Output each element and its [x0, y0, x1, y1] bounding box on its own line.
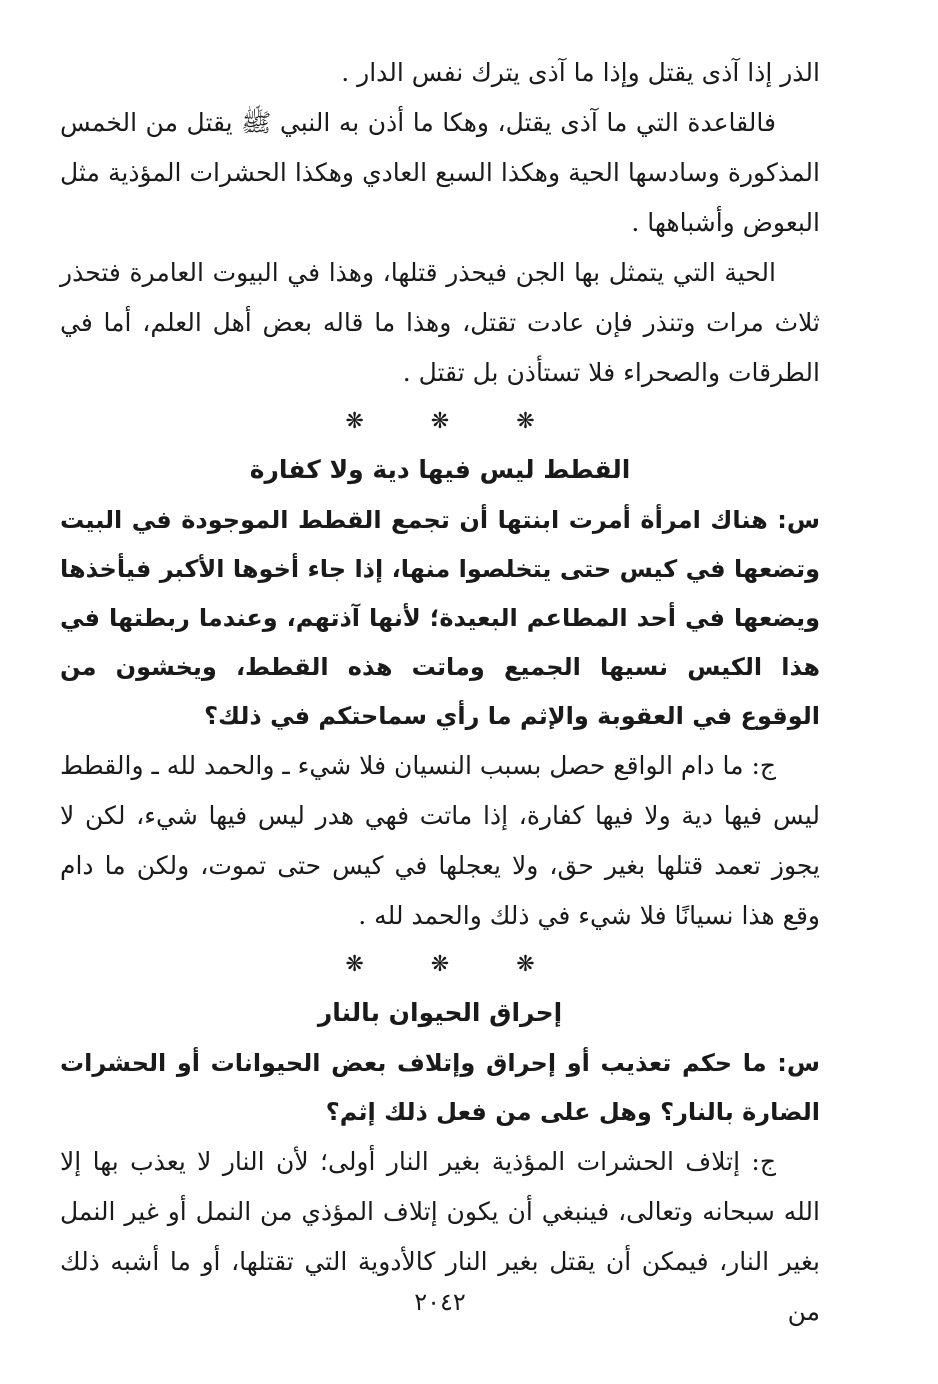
section-1-title: القطط ليس فيها دية ولا كفارة: [249, 455, 631, 484]
section-separator-2: ❋ ❋ ❋: [345, 952, 535, 977]
section-2-question: س: ما حكم تعذيب أو إحراق وإتلاف بعض الحيوانات أو الحشرات الضارة بالنار؟ وهل على من فعل ذلك إثم؟: [60, 1049, 820, 1126]
section-2-answer: ج: إتلاف الحشرات المؤذية بغير النار أولى؛ لأن النار لا يعذب بها إلا الله سبحانه وتعالى، فينبغي أن يكون إتلاف المؤذي من النمل أو غير النمل بغير النار، فيمكن أن يقتل بغير النار كالأدوية التي تقتلها، أو ما أشبه ذلك من: [60, 1147, 820, 1326]
section-2-title: إحراق الحيوان بالنار: [317, 998, 563, 1027]
paragraph-1: الذر إذا آذى يقتل وإذا ما آذى يترك نفس الدار .: [341, 58, 820, 87]
section-1-answer: ج: ما دام الواقع حصل بسبب النسيان فلا شيء ـ والحمد لله ـ والقطط ليس فيها دية ولا فيها كفارة، إذا ماتت فهي هدر ليس فيها شيء، لكن لا يجوز تعمد قتلها بغير حق، ولا يعجلها في كيس حتى تموت، ولكن ما دام وقع هذا نسيانًا فلا شيء في ذلك والحمد لله .: [60, 751, 820, 930]
section-separator-1: ❋ ❋ ❋: [345, 409, 535, 434]
page-number: ٢٠٤٢: [414, 1288, 466, 1316]
paragraph-2: فالقاعدة التي ما آذى يقتل، وهكا ما أذن به النبي ﷺ يقتل من الخمس المذكورة وسادسها الحية وهكذا السبع العادي وهكذا الحشرات المؤذية مثل البعوض وأشباهها .: [60, 108, 820, 237]
paragraph-3: الحية التي يتمثل بها الجن فيحذر قتلها، وهذا في البيوت العامرة فتحذر ثلاث مرات وتنذر فإن عادت تقتل، وهذا ما قاله بعض أهل العلم، أما في الطرقات والصحراء فلا تستأذن بل تقتل .: [60, 258, 820, 387]
page-body: [60, 48, 820, 1337]
section-1-question: س: هناك امرأة أمرت ابنتها أن تجمع القطط الموجودة في البيت وتضعها في كيس حتى يتخلصوا منها، إذا جاء أخوها الأكبر فيأخذها ويضعها في أحد المطاعم البعيدة؛ لأنها آذتهم، وعندما ربطتها في هذا الكيس نسيها الجميع وماتت هذه القطط، ويخشون من الوقوع في العقوبة والإثم ما رأي سماحتكم في ذلك؟: [60, 506, 820, 730]
